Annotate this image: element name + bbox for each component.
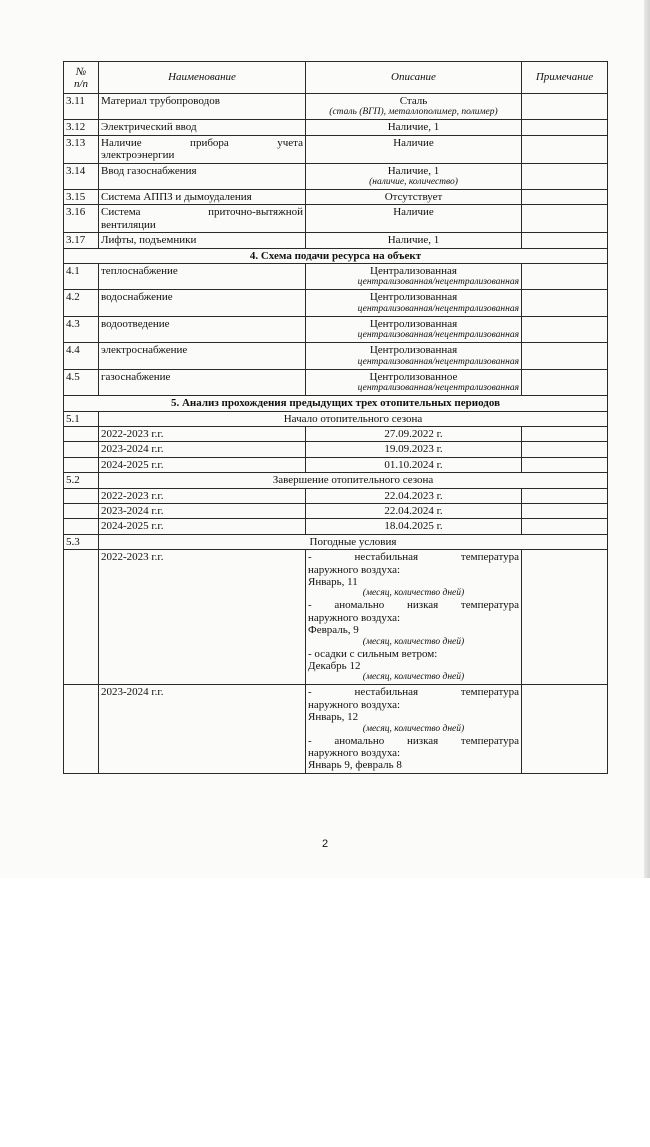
weather-cell — [306, 550, 522, 685]
row-num: 4.2 — [64, 290, 99, 316]
row-name-line1: Наличие прибора учета — [101, 136, 303, 149]
row-value-cell — [306, 316, 522, 342]
subsection-row — [64, 534, 608, 549]
row-note — [522, 135, 608, 163]
row-name: Система АППЗ и дымоудаления — [99, 190, 306, 205]
row-num: 4.1 — [64, 264, 99, 290]
row-note — [522, 343, 608, 369]
row-name — [99, 135, 306, 163]
table-row — [64, 205, 608, 233]
row-num: 4.5 — [64, 369, 99, 395]
row-value: 22.04.2024 г. — [306, 503, 522, 518]
header-name: Наименование — [99, 62, 306, 94]
row-name-line2: электроэнергии — [101, 149, 175, 162]
table-header-row — [64, 62, 608, 94]
row-period: 2023-2024 г.г. — [99, 442, 306, 457]
row-note — [522, 503, 608, 518]
section-4-header — [64, 248, 608, 263]
table-row — [64, 488, 608, 503]
table-row — [64, 135, 608, 163]
row-value-cell — [306, 264, 522, 290]
row-value: Наличие, 1 — [306, 120, 522, 135]
row-period: 2024-2025 г.г. — [99, 519, 306, 534]
row-num: 5.2 — [64, 473, 99, 488]
row-note — [522, 233, 608, 248]
weather-line: - осадки с сильным ветром: — [308, 647, 438, 660]
section-title: 5. Анализ прохождения предыдущих трех отопительных периодов — [64, 396, 608, 411]
row-value: 01.10.2024 г. — [306, 457, 522, 472]
row-num — [64, 550, 99, 685]
row-name: теплоснабжение — [99, 264, 306, 290]
row-num: 5.1 — [64, 411, 99, 426]
row-num: 4.4 — [64, 343, 99, 369]
subsection-row — [64, 473, 608, 488]
row-num: 3.12 — [64, 120, 99, 135]
table-row — [64, 369, 608, 395]
row-note — [522, 163, 608, 189]
row-value: Наличие — [306, 205, 522, 233]
row-value: Наличие — [306, 135, 522, 163]
weather-hint: (месяц, количество дней) — [362, 636, 465, 647]
row-value-cell — [306, 369, 522, 395]
row-num: 3.14 — [64, 163, 99, 189]
row-period: 2022-2023 г.г. — [99, 488, 306, 503]
row-note — [522, 205, 608, 233]
row-num — [64, 488, 99, 503]
subsection-title: Завершение отопительного сезона — [99, 473, 608, 488]
table-row — [64, 343, 608, 369]
row-period: 2022-2023 г.г. — [99, 426, 306, 441]
row-value: Центролизованная — [369, 291, 458, 304]
weather-cell — [306, 685, 522, 773]
row-note — [522, 120, 608, 135]
row-name: Материал трубопроводов — [99, 94, 306, 120]
table-row — [64, 685, 608, 773]
table-row — [64, 163, 608, 189]
weather-value: Январь, 11 — [308, 575, 358, 588]
row-num — [64, 457, 99, 472]
table-row — [64, 120, 608, 135]
row-name: Электрический ввод — [99, 120, 306, 135]
row-value-cell — [306, 163, 522, 189]
row-hint: централизованная/нецентрализованная — [357, 303, 519, 314]
row-value: Централизованная — [370, 265, 457, 278]
row-value: 18.04.2025 г. — [306, 519, 522, 534]
row-num: 5.3 — [64, 534, 99, 549]
row-num: 4.3 — [64, 316, 99, 342]
row-num: 3.15 — [64, 190, 99, 205]
row-note — [522, 94, 608, 120]
weather-value: Январь 9, февраль 8 — [308, 759, 402, 772]
row-note — [522, 550, 608, 685]
table-row — [64, 94, 608, 120]
row-note — [522, 190, 608, 205]
row-value-cell — [306, 94, 522, 120]
row-num: 3.11 — [64, 94, 99, 120]
row-value: 22.04.2023 г. — [306, 488, 522, 503]
row-num: 3.16 — [64, 205, 99, 233]
table-row — [64, 519, 608, 534]
section-title: 4. Схема подачи ресурса на объект — [64, 248, 608, 263]
passport-table — [63, 61, 608, 774]
row-value: Наличие, 1 — [387, 164, 440, 177]
row-name-line2: вентиляции — [101, 218, 156, 231]
weather-line: - аномально низкая температура — [308, 734, 519, 747]
header-desc: Описание — [306, 62, 522, 94]
row-note — [522, 369, 608, 395]
row-name: электроснабжение — [99, 343, 306, 369]
row-value: 27.09.2022 г. — [306, 426, 522, 441]
row-note — [522, 290, 608, 316]
row-period: 2023-2024 г.г. — [99, 503, 306, 518]
row-hint: централизованная/нецентрализованная — [357, 356, 519, 367]
row-num — [64, 519, 99, 534]
subsection-title: Начало отопительного сезона — [99, 411, 608, 426]
row-note — [522, 457, 608, 472]
table-row — [64, 290, 608, 316]
table-row — [64, 190, 608, 205]
weather-line: - нестабильная температура — [308, 686, 519, 699]
row-hint: (сталь (ВГП), металлополимер, полимер) — [329, 107, 498, 118]
row-name-line1: Система приточно-вытяжной — [101, 206, 303, 219]
weather-line: наружного воздуха: — [308, 698, 401, 711]
row-note — [522, 685, 608, 773]
row-period: 2024-2025 г.г. — [99, 457, 306, 472]
row-note — [522, 426, 608, 441]
row-name: водоснабжение — [99, 290, 306, 316]
row-value-cell — [306, 343, 522, 369]
table-row — [64, 316, 608, 342]
weather-line: - нестабильная температура — [308, 551, 519, 564]
weather-line: наружного воздуха: — [308, 747, 401, 760]
weather-line: - аномально низкая температура — [308, 599, 519, 612]
page-number: 2 — [321, 838, 329, 850]
row-value: Центролизованная — [369, 344, 458, 357]
table-row — [64, 264, 608, 290]
row-name: Лифты, подъемники — [99, 233, 306, 248]
weather-value: Январь, 12 — [308, 711, 359, 724]
row-value: Отсутствует — [306, 190, 522, 205]
subsection-title: Погодные условия — [99, 534, 608, 549]
row-num — [64, 503, 99, 518]
table-row — [64, 442, 608, 457]
table-row — [64, 550, 608, 685]
table-row — [64, 457, 608, 472]
weather-line: наружного воздуха: — [308, 611, 401, 624]
table-row — [64, 503, 608, 518]
row-note — [522, 488, 608, 503]
subsection-row — [64, 411, 608, 426]
row-period: 2023-2024 г.г. — [99, 685, 306, 773]
row-name — [99, 205, 306, 233]
row-value: Центролизованная — [369, 317, 458, 330]
row-hint: централизованная/нецентрализованная — [357, 330, 519, 341]
row-num: 3.13 — [64, 135, 99, 163]
row-hint: (наличие, количество) — [369, 177, 458, 188]
row-period: 2022-2023 г.г. — [99, 550, 306, 685]
row-note — [522, 264, 608, 290]
row-value: Сталь — [399, 95, 428, 107]
weather-value: Декабрь 12 — [308, 660, 361, 672]
header-note: Примечание — [522, 62, 608, 94]
row-value: 19.09.2023 г. — [306, 442, 522, 457]
row-num: 3.17 — [64, 233, 99, 248]
row-num — [64, 685, 99, 773]
weather-line: наружного воздуха: — [308, 563, 401, 576]
row-hint: централизованная/нецентрализованная — [357, 277, 519, 288]
table-row — [64, 233, 608, 248]
row-name: водоотведение — [99, 316, 306, 342]
weather-hint: (месяц, количество дней) — [362, 672, 465, 683]
weather-value: Февраль, 9 — [308, 624, 359, 637]
row-value: Наличие, 1 — [306, 233, 522, 248]
row-note — [522, 519, 608, 534]
row-value-cell — [306, 290, 522, 316]
row-num — [64, 426, 99, 441]
weather-hint: (месяц, количество дней) — [362, 588, 465, 599]
row-name: Ввод газоснабжения — [99, 163, 306, 189]
weather-hint: (месяц, количество дней) — [362, 723, 465, 734]
header-num: № п/п — [64, 62, 99, 94]
page-edge-shadow — [644, 0, 650, 878]
table-row — [64, 426, 608, 441]
row-value: Центролизованное — [369, 370, 458, 383]
row-num — [64, 442, 99, 457]
row-note — [522, 316, 608, 342]
row-note — [522, 442, 608, 457]
row-hint: централизованная/нецентрализованная — [357, 383, 519, 394]
row-name: газоснабжение — [99, 369, 306, 395]
section-5-header — [64, 396, 608, 411]
